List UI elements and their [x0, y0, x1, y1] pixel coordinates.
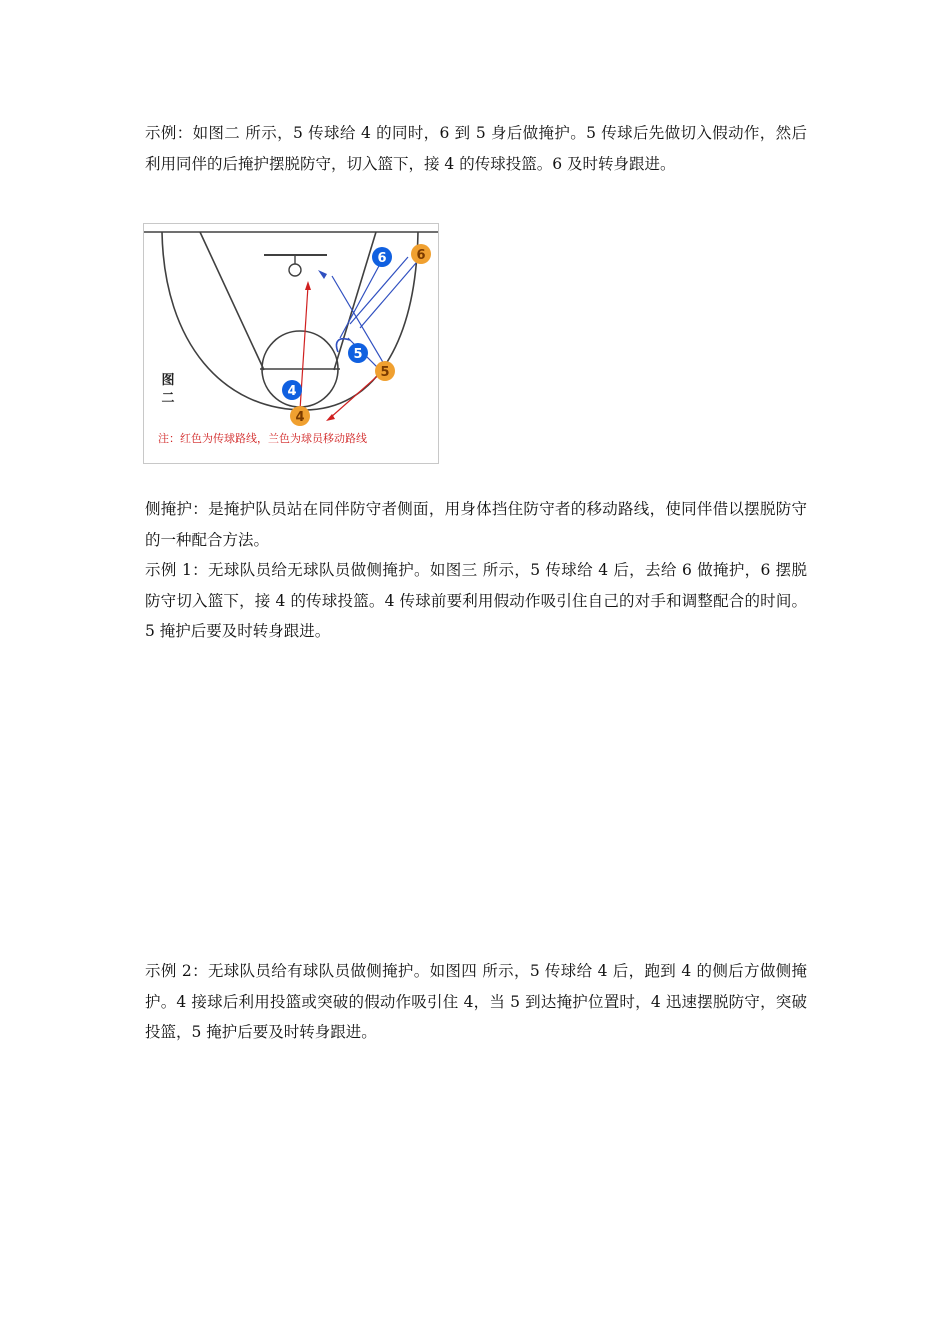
figure-label-line2: 二	[161, 391, 175, 406]
side-screen-section	[145, 494, 807, 647]
court-diagram-svg	[144, 224, 438, 463]
paragraph-side-screen-definition: 侧掩护：是掩护队员站在同伴防守者侧面，用身体挡住防守者的移动路线，使同伴借以摆脱防守的一种配合方法。	[145, 500, 807, 549]
arrowhead-cut	[318, 270, 327, 279]
arrowhead-pass-up	[305, 281, 311, 290]
player-defender-6	[372, 247, 392, 267]
svg-text:6: 6	[377, 251, 387, 266]
svg-text:5: 5	[353, 347, 363, 362]
player-defender-4	[282, 380, 302, 400]
move-line-defender	[340, 264, 380, 338]
figure-note: 注：红色为传球路线，兰色为球员移动路线	[158, 432, 367, 445]
paragraph-example-back-screen: 示例：如图二 所示，5 传球给 4 的同时，6 到 5 身后做掩护。5 传球后先做切入假动作，然后利用同伴的后掩护摆脱防守，切入篮下，接 4 的传球投篮。6 及时转身跟进。	[145, 124, 807, 173]
player-offense-4	[290, 406, 310, 426]
svg-text:6: 6	[416, 248, 426, 263]
pass-line-5-to-4	[330, 372, 382, 418]
hoop	[289, 264, 301, 276]
lane-line-left	[200, 232, 264, 370]
player-offense-6	[411, 244, 431, 264]
figure-2-court-diagram	[143, 223, 439, 464]
paragraph-example-1: 示例 1：无球队员给无球队员做侧掩护。如图三 所示，5 传球给 4 后，去给 6 做掩护，6 摆脱防守切入篮下，接 4 的传球投篮。4 传球前要利用假动作吸引住自己的对手和调整配合的时间。5 掩护后要及时转身跟进。	[145, 561, 807, 640]
svg-text:4: 4	[295, 410, 305, 425]
player-offense-5	[375, 361, 395, 381]
svg-text:5: 5	[380, 365, 390, 380]
figure-label-line1: 图	[161, 373, 175, 388]
paragraph-example-2: 示例 2：无球队员给有球队员做侧掩护。如图四 所示，5 传球给 4 后，跑到 4 的侧后方做侧掩护。4 接球后利用投篮或突破的假动作吸引住 4，当 5 到达掩护位置时，4 迅速摆脱防守，突破投篮，5 掩护后要及时转身跟进。	[145, 962, 807, 1041]
player-defender-5	[348, 343, 368, 363]
svg-text:4: 4	[287, 384, 297, 399]
